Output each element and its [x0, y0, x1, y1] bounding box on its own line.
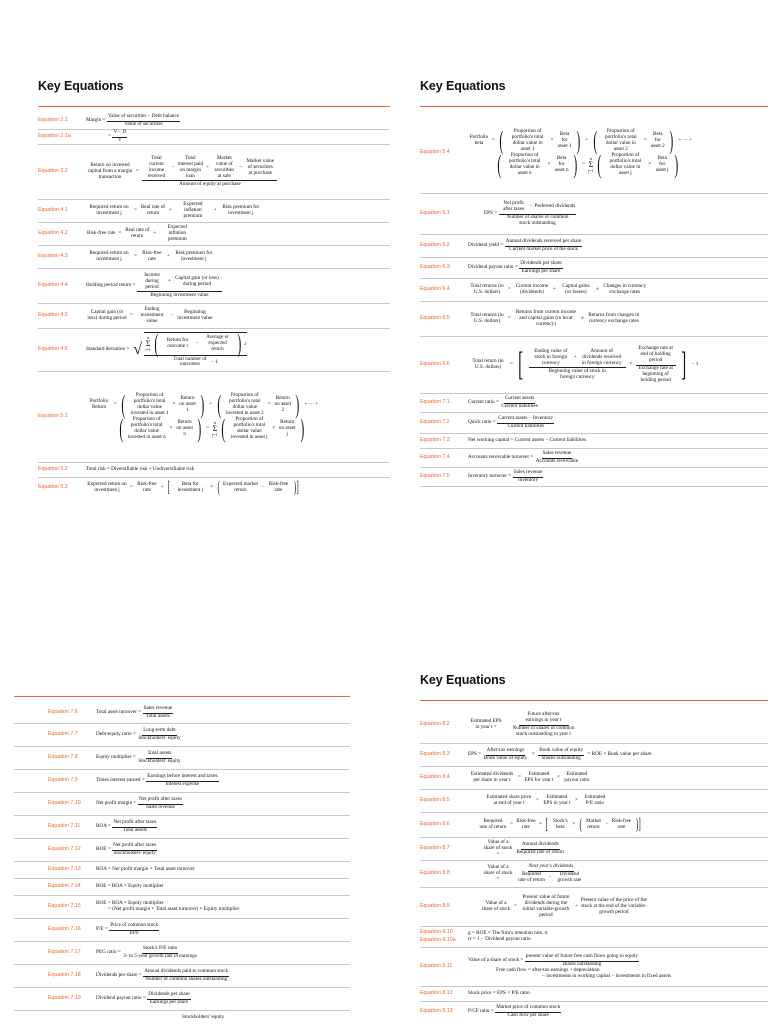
- equation-row: Equation 8.12 Stock price = EPS × P/E ratio: [420, 987, 768, 1002]
- equation-label: Equation 2.1: [38, 117, 68, 124]
- equation-row: Equation 5.4 Portfolio beta = ( Proportion of portfolio's total dollar value in asset 1 × Beta for asset 1 ) + ( Proportion of portfolio's total dollar value in asset 2 × Beta for asset 2 ) + ··· + ( Proportion of portfolio's total dollar value in asset n × Beta for asset n ) = n Σ j=1 ( Proportion of portfolio's total dollar value in asset j × Beta for asset j ): [420, 113, 768, 194]
- equation-label: Equation 6.4: [420, 286, 450, 293]
- equation-row: Equation 5.2 Total risk = Diversifiable risk + Undiversifiable risk: [38, 463, 390, 478]
- equation-label-part: Equation 8.10: [420, 929, 453, 936]
- accent-rule: [14, 696, 350, 697]
- equation-row: Equation 7.9 Times interest earned = Earnings before interest and taxes Interest expense: [14, 770, 350, 793]
- equation-row: Equation 7.5 Inventory turnover = Sales revenue Inventory: [420, 468, 768, 487]
- equation-label: Equation 4.4: [38, 282, 68, 289]
- equation-label: Equation 7.17: [48, 949, 81, 956]
- equation-row: Equation 8.10 Equation 8.10a g = ROE × The firm's retention rate, rr rr = 1 − Dividend payout ratio: [420, 927, 768, 948]
- equation-label: Equation 8.6: [420, 821, 450, 828]
- equation-row: Equation 6.2 Dividend yield = Annual dividends received per share Current market price of the stock: [420, 235, 768, 258]
- equation-label: Equation 7.7: [48, 731, 78, 738]
- equation-label: Equation 8.2: [420, 721, 450, 728]
- equation-row: Equation 7.7 Debt-equity ratio = Long-term debt Stockholders' equity: [14, 724, 350, 747]
- equation-row: Equation 6.6 Total return (in U.S. dollars) = [ Ending value of stock in foreign currency + Amount of dividends received in foreign currency Beginning value of stock in foreign currency × Exchange rate at end of holding period Exchange rate at beginning of holding period ] − 1: [420, 337, 768, 394]
- equation-label: Equation 8.11: [420, 963, 453, 970]
- accent-rule: [420, 106, 768, 107]
- equation-row: Equation 2.1a = $\frac{V - D}{V}$: [38, 130, 390, 145]
- equation-row: Equation 8.9 Value of a share of stock = Present value of future dividends during the initial variable-growth period + Present value of the price of the stock at the end of the variable-growth period: [420, 888, 768, 927]
- accent-rule: [420, 700, 768, 701]
- equation-label: Equation 7.11: [48, 823, 81, 830]
- equation-row: Equation 8.13 P/CF ratio = Market price of common stock Cash flow per share: [420, 1003, 561, 1019]
- equation-row: Equation 6.1 EPS = Net profit after taxes − Preferred dividends Number of shares of common stock outstanding: [420, 194, 768, 235]
- equation-label: Equation 7.8: [48, 754, 78, 761]
- page-title: Key Equations: [420, 79, 506, 93]
- cutoff-text: Stockholders' equity: [182, 1014, 225, 1019]
- equation-row: Equation 7.14 ROE = ROA × Equity multiplier: [14, 879, 350, 896]
- equation-label: Equation 6.3: [420, 264, 450, 271]
- equation-label: Equation 5.2: [38, 466, 68, 473]
- equation-label: Equation 7.16: [48, 926, 81, 933]
- equation-label: Equation 8.4: [420, 774, 450, 781]
- equation-row: Equation 6.3 Dividend payout ratio = Dividends per share Earnings per share: [420, 258, 768, 279]
- page-title: Key Equations: [38, 79, 124, 93]
- equation-label: Equation 8.12: [420, 990, 453, 997]
- page-bottom-right: [420, 672, 768, 1022]
- equation-label: Equation 8.7: [420, 845, 450, 852]
- equation-row: Equation 8.11 Value of a share of stock = present value of future free cash flows going to equity shares outstanding Free cash flow = after-tax earnings + depreciation − investments in working capital − investments in fixed assets: [420, 948, 768, 987]
- equation-row: Equation 4.1 Required return on investment j = Real rate of return + Expected inflation premium + Risk premium for investment j: [38, 200, 390, 223]
- equation-row: Equation 4.3 Required return on investment j = Risk-free rate + Risk premium for investment j: [38, 246, 390, 269]
- equation-row: Equation 4.5 Capital gain (or loss) during period = Ending investment value − Beginning investment value: [38, 304, 390, 329]
- equation-row: Equation 8.4 Estimated dividends per share in year t = Estimated EPS for year t × Estimated payout ratio: [420, 767, 768, 790]
- equation-label: Equation 7.18: [48, 972, 81, 979]
- equation-label: Equation 4.2: [38, 230, 68, 237]
- equation-label: Equation 2.1a: [38, 133, 71, 140]
- equation-label: Equation 7.3: [420, 437, 450, 444]
- page-top-right: [420, 78, 768, 487]
- equation-label: Equation 8.3: [420, 751, 450, 758]
- equation-row: Equation 7.1 Current ratio = Current assets Current liabilities: [420, 394, 768, 413]
- equation-label: Equation 8.5: [420, 797, 450, 804]
- equation-label: Equation 7.6: [48, 709, 78, 716]
- equation-row: Equation 7.8 Equity multiplier = Total assets Stockholders' equity: [14, 747, 350, 770]
- equation-label: [420, 929, 468, 945]
- equation-row: Equation 7.18 Dividends per share = Annual dividends paid to common stock Number of common shares outstanding: [14, 965, 350, 988]
- equation-row: Equation 8.6 Required rate of return = Risk-free rate + [ Stock's beta × ( Market return − Risk-free rate )]: [420, 813, 768, 838]
- accent-rule: [38, 106, 390, 107]
- equation-label: Equation 7.1: [420, 399, 450, 406]
- equation-label: Equation 4.5: [38, 312, 68, 319]
- equation-row: Equation 8.7 Value of a share of stock = Annual dividends Required rate of return: [420, 838, 768, 861]
- equation-label-810: [420, 929, 468, 945]
- equation-label: Equation 7.19: [48, 995, 81, 1002]
- equation-row: Equation 8.3 EPS = After-tax earnings Book value of equity × Book value of equity Shares outstanding = ROE × Book value per share: [420, 744, 768, 767]
- equation-row: Equation 2.1 Margin = Value of securities − Debt balance Value of securities: [38, 113, 390, 130]
- equation-row: Equation 7.16 P/E = Price of common stock EPS: [14, 919, 350, 942]
- equation-label: Equation 6.1: [420, 210, 450, 217]
- equation-label: Equation 5.3: [38, 484, 68, 491]
- equation-label: Equation 2.2: [38, 168, 68, 175]
- equation-row: Equation 7.6 Total asset turnover = Sales revenue Total assets: [14, 703, 350, 724]
- equation-label: Equation 6.6: [420, 361, 450, 368]
- equation-row: Equation 8.5 Estimated share price at end of year t = Estimated EPS in year t × Estimated P/E ratio: [420, 790, 768, 813]
- equation-label: Equation 6.5: [420, 315, 450, 322]
- equation-row: Equation 7.4 Accounts receivable turnover = Sales revenue Accounts receivable: [420, 449, 768, 468]
- page-title: Key Equations: [420, 673, 506, 687]
- equation-row: Equation 7.13 ROA = Net profit margin × Total asset turnover: [14, 862, 350, 879]
- equation-label: Equation 7.13: [48, 866, 81, 873]
- equation-label-part: Equation 8.10a: [420, 937, 456, 943]
- equation-row: Equation 6.4 Total returns (in U.S. dollars) = Current income (dividends) + Capital gains (or losses) ± Changes in currency exchange rates: [420, 279, 768, 302]
- equation-row: Equation 7.15 ROE = ROA × Equity multiplier = (Net profit margin × Total asset turnover) × Equity multiplier: [14, 896, 350, 919]
- equation-label: Equation 4.3: [38, 253, 68, 260]
- equation-label: Equation 4.6: [38, 346, 68, 353]
- equation-label: Equation 7.10: [48, 800, 81, 807]
- equation-row: Equation 8.2 Estimated EPS in year t = Future after-tax earnings in year t Number of shares of common stock outstanding in year t: [420, 707, 768, 744]
- equation-row: Equation 4.6 Standard deviation = √ n Σ t=1 ( Return for outcome t − Average or expected return ) 2 Total number of outcomes − 1: [38, 329, 390, 372]
- equation-row: Equation 4.2 Risk-free rate = Real rate of return + Expected inflation premium: [38, 223, 390, 246]
- equation-label: Equation 8.13: [420, 1008, 453, 1015]
- equation-list: [14, 703, 350, 1019]
- equation-row: Equation 5.1 Portfolio Return = ( Proportion of portfolio's total dollar value invested in asset 1 × Return on asset 1 ) + ( Proportion of portfolio's total dollar value invested in asset 2 × Return on asset 2 ) + ··· + ( Proportion of portfolio's total dollar value invested in asset n × Return on asset n ) = n Σ j=1 ( Proportion of portfolio's total dollar value invested in asset j × Return on asset j ): [38, 372, 390, 463]
- equation-row: Equation 2.2 Return on invested capital from a margin transaction = Total current income received − Total interest paid on margin loan + Market value of securities at sale − Market value of securities at purchase Amount of equity at purchase: [38, 145, 390, 200]
- equation-row: Equation 7.11 ROA = Net profit after taxes Total assets: [14, 816, 350, 839]
- equation-row: Equation 6.5 Total returns (in U.S. dollars) = Returns from current income and capital gains (in local currency) ± Returns from changes in currency exchange rates: [420, 302, 768, 337]
- equation-row: Equation 7.3 Net working capital = Current assets − Current liabilities: [420, 434, 768, 449]
- equation-label: Equation 4.1: [38, 207, 68, 214]
- equation-label: Equation 7.5: [420, 473, 450, 480]
- equation-label: Equation 7.15: [48, 903, 81, 910]
- page-bottom-left: [14, 696, 350, 1019]
- equation-row: Equation 7.12 ROE = Net profit after taxes Stockholders' equity: [14, 839, 350, 862]
- equation-row: Equation 7.2 Quick ratio = Current assets − Inventory Current liabilities: [420, 413, 768, 434]
- equation-label: Equation 7.2: [420, 419, 450, 426]
- equation-row: Equation 7.17 PEG ratio = Stock's P/E ratio 3- to 5-year growth rate in earnings: [14, 942, 350, 965]
- equation-label: Equation 6.2: [420, 242, 450, 249]
- equation-label: Equation 7.9: [48, 777, 78, 784]
- equation-label: Equation 7.4: [420, 454, 450, 461]
- equation-label: Equation 5.1: [38, 413, 68, 420]
- equation-label: Equation 5.4: [420, 149, 450, 156]
- equation-label: Equation 7.12: [48, 846, 81, 853]
- equation-row: Equation 4.4 Holding period return = Income during period + Capital gain (or loss) during period Beginning investment value: [38, 269, 390, 304]
- equation-row: Equation 8.8 Value of a share of stock = Next year's dividends Required rate of return − Dividend growth rate: [420, 861, 768, 888]
- equation-row: Equation 5.3 Expected return on investment j = Risk-free rate + [ Beta for investment j × ( Expected market return − Risk-free rate )]: [38, 478, 299, 496]
- equation-label: Equation 7.14: [48, 883, 81, 890]
- equation-row: Equation 7.10 Net profit margin = Net profit after taxes Sales revenue: [14, 793, 350, 816]
- equation-row: Equation 7.19 Dividend payout ratio = Dividends per share Earnings per share: [14, 988, 350, 1011]
- equation-label: Equation 8.9: [420, 903, 450, 910]
- equation-label: Equation 8.8: [420, 870, 450, 877]
- page-top-left: [38, 78, 390, 498]
